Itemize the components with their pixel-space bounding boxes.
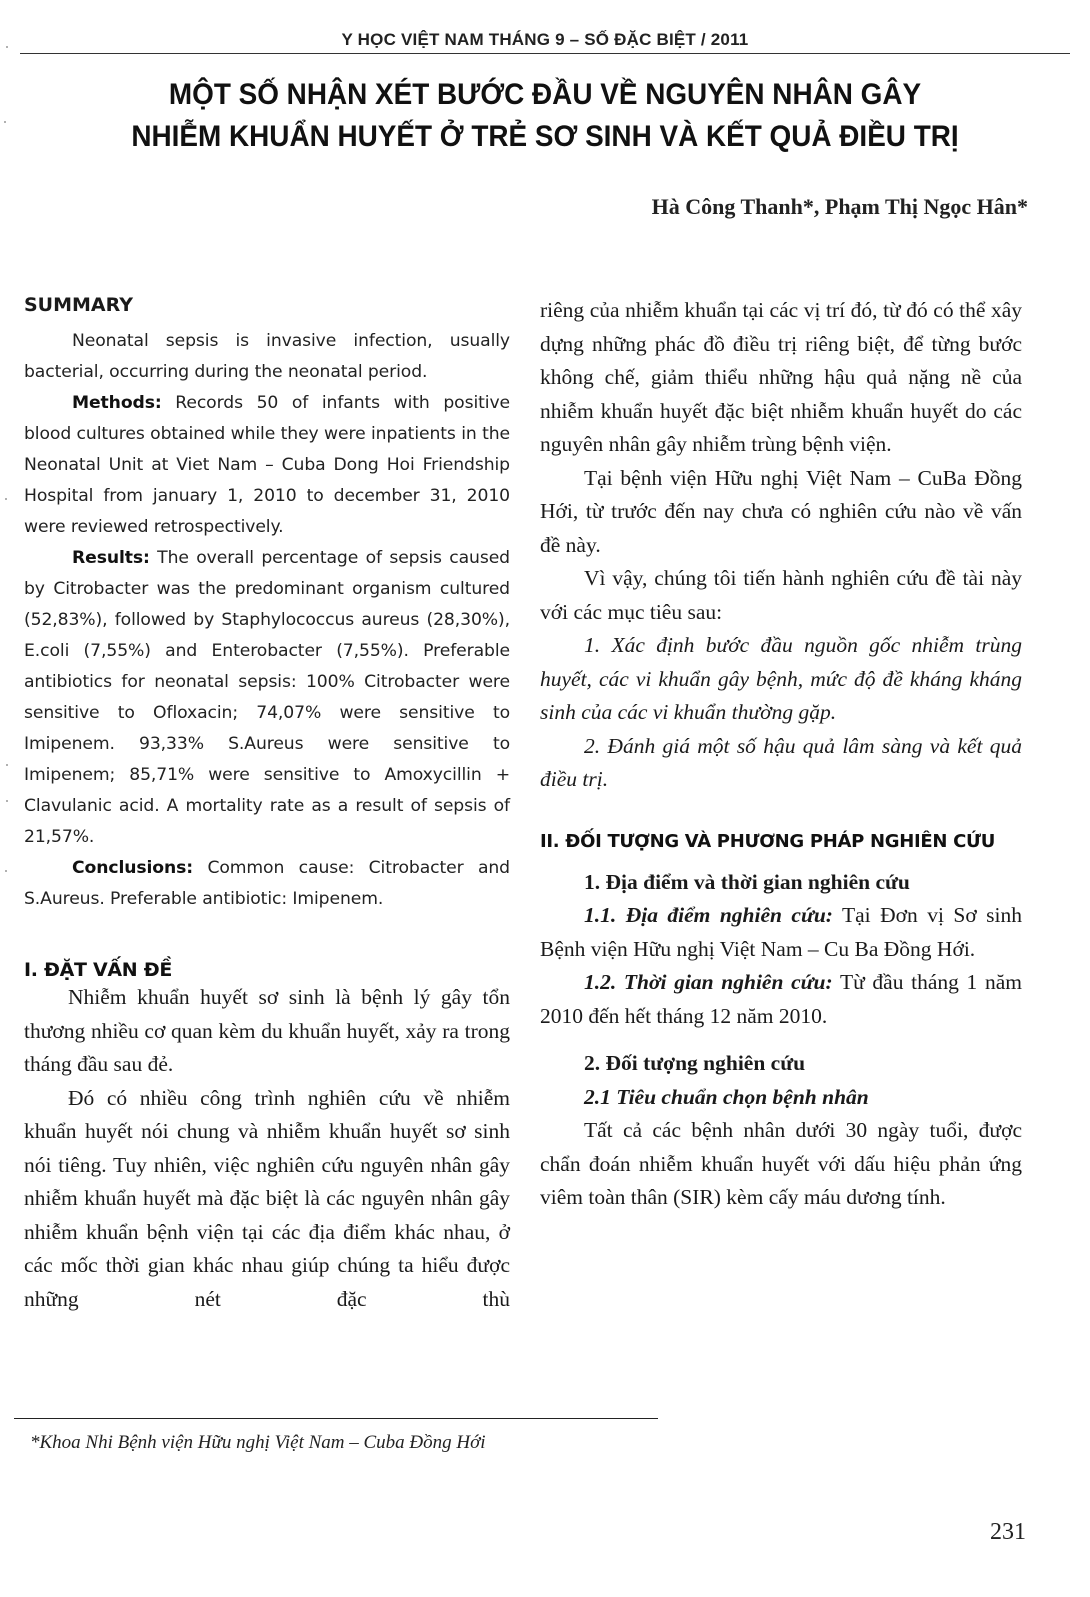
subsection-1-2 — [540, 966, 1022, 1033]
section-1-paragraph-1: Nhiễm khuẩn huyết sơ sinh là bệnh lý gây tổn thương nhiều cơ quan kèm du khuẩn huyết, xảy ra trong tháng đầu sau đẻ. — [24, 985, 510, 1076]
objective-1: 1. Xác định bước đầu nguồn gốc nhiễm trùng huyết, các vi khuẩn gây bệnh, mức độ đề kháng kháng sinh của các vi khuẩn thường gặp. — [540, 633, 1022, 724]
right-column — [540, 294, 1022, 1215]
scan-speck — [4, 121, 6, 123]
conclusions-text: Common cause: Citrobacter and S.Aureus. Preferable antibiotic: Imipenem. — [24, 858, 510, 909]
objective-2: 2. Đánh giá một số hậu quả lâm sàng và kết quả điều trị. — [540, 733, 1022, 791]
scan-speck — [5, 498, 7, 500]
results-text: The overall percentage of sepsis caused by Citrobacter was the predominant organism cultured (52,83%), followed by Staphylococcus aureus (28,30%), E.coli (7,55%) and Enterobacter (7,55%). Preferable antibiotics for neonatal sepsis: 100% Citrobacter were sensitive to Ofloxacin; 74,07% were sensitive to Imipenem. 93,33% S.Aureus were sensitive to Imipenem; 85,71% were sensitive to Amoxycillin + Clavulanic acid. A mortality rate as a result of sepsis of 21,57%. — [24, 548, 510, 847]
footnote-rule — [14, 1418, 658, 1419]
subsection-2-heading: 2. Đối tượng nghiên cứu — [584, 1051, 806, 1075]
methods-text: Records 50 of infants with positive blood cultures obtained while they were inpatients in the Neonatal Unit at Viet Nam – Cuba Dong Hoi Friendship Hospital from january 1, 2010 to december 31, 2010 were reviewed retrospectively. — [24, 393, 510, 537]
subsection-1-heading: 1. Địa điểm và thời gian nghiên cứu — [584, 869, 910, 894]
results-label: Results: — [72, 548, 150, 568]
conclusions-label: Conclusions: — [72, 858, 194, 878]
summary-conclusions — [24, 853, 510, 915]
subsection-2-1-heading: 2.1 Tiêu chuẩn chọn bệnh nhân — [584, 1084, 869, 1109]
section-1-paragraph-3: Tại bệnh viện Hữu nghị Việt Nam – CuBa Đồng Hới, từ trước đến nay chưa có nghiên cứu nào về vấn đề này. — [540, 465, 1022, 557]
header-rule — [20, 53, 1070, 54]
summary-results — [24, 543, 510, 853]
affiliation-footnote: *Khoa Nhi Bệnh viện Hữu nghị Việt Nam – Cuba Đồng Hới — [30, 1432, 486, 1453]
journal-running-header: Y HỌC VIỆT NAM THÁNG 9 – SỐ ĐẶC BIỆT / 2011 — [341, 30, 749, 49]
section-1-paragraph-2-continued: riêng của nhiễm khuẩn tại các vị trí đó, từ đó có thể xây dựng những phác đồ điều trị riêng biệt, để từng bước không chế, giảm thiểu những hậu quả nặng nề của nhiễm khuẩn huyết đặc biệt nhiễm khuẩn huyết do các nguyên nhân gây nhiễm trùng bệnh viện. — [540, 298, 1022, 456]
summary-heading: SUMMARY — [24, 294, 133, 316]
article-title-line-1: MỘT SỐ NHẬN XÉT BƯỚC ĐẦU VỀ NGUYÊN NHÂN GÂY — [168, 78, 922, 111]
methods-label: Methods: — [72, 393, 162, 413]
section-1-paragraph-2: Đó có nhiều công trình nghiên cứu về nhiễm khuẩn huyết nói chung và nhiễm khuẩn huyết sơ sinh nói tiêng. Tuy nhiên, việc nghiên cứu nguyên nhân gây nhiễm khuẩn huyết mà đặc biệt là các nguyên nhân gây nhiễm khuẩn bệnh viện tại các địa điểm khác nhau, ở các mốc thời gian khác nhau giúp chúng ta hiểu được những nét đặc thù — [24, 1085, 510, 1311]
article-title-line-2: NHIỄM KHUẨN HUYẾT Ở TRẺ SƠ SINH VÀ KẾT QUẢ ĐIỀU TRỊ — [131, 120, 959, 153]
left-column — [24, 294, 510, 1316]
section-1-paragraph-4: Vì vậy, chúng tôi tiến hành nghiên cứu đề tài này với các mục tiêu sau: — [540, 566, 1022, 624]
subsection-1-2-label: 1.2. Thời gian nghiên cứu: — [584, 970, 833, 994]
subsection-1-1-text: Tại Đơn vị Sơ sinh Bệnh viện Hữu nghị Việt Nam – Cu Ba Đồng Hới. — [540, 903, 1022, 961]
summary-intro: Neonatal sepsis is invasive infection, usually bacterial, occurring during the neonatal period. — [24, 331, 510, 382]
scan-speck — [6, 764, 8, 766]
scan-speck — [6, 46, 8, 48]
subsection-1-1-label: 1.1. Địa điểm nghiên cứu: — [584, 903, 833, 927]
page-number: 231 — [990, 1519, 1026, 1545]
subsection-2-1-text: Tất cả các bệnh nhân dưới 30 ngày tuổi, được chẩn đoán nhiễm khuẩn huyết với dấu hiệu phản ứng viêm toàn thân (SIR) kèm cấy máu dương tính. — [540, 1118, 1022, 1209]
authors: Hà Công Thanh*, Phạm Thị Ngọc Hân* — [651, 194, 1028, 219]
summary-methods — [24, 388, 510, 543]
section-1-heading: I. ĐẶT VẤN ĐỀ — [24, 959, 173, 981]
subsection-1-2-text: Từ đầu tháng 1 năm 2010 đến hết tháng 12 năm 2010. — [540, 970, 1022, 1028]
section-2-heading: II. ĐỐI TƯỢNG VÀ PHƯƠNG PHÁP NGHIÊN CỨU — [540, 830, 996, 852]
scan-speck — [6, 800, 8, 802]
article-title — [75, 74, 1014, 158]
scan-speck — [5, 870, 7, 872]
subsection-1-1 — [540, 899, 1022, 966]
